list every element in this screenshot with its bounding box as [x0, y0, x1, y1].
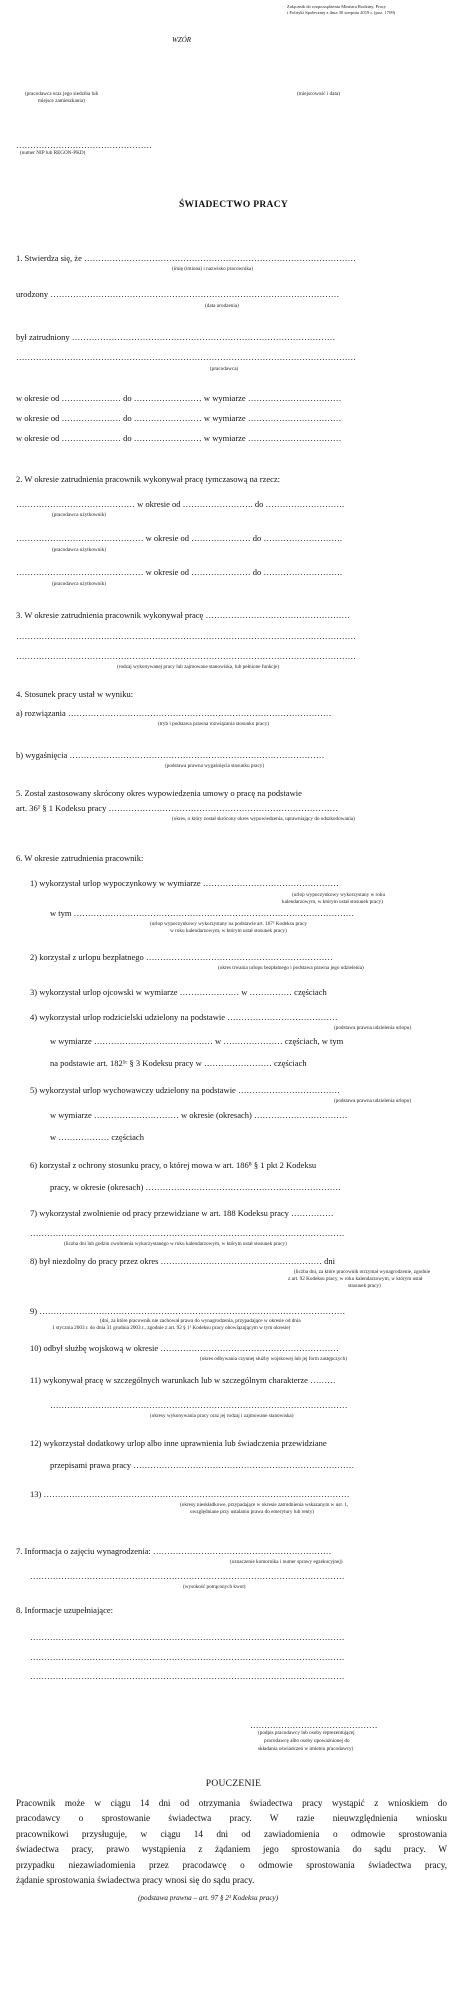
sec7-hint: (wysokość potrąconych kwot) — [183, 1584, 246, 1590]
sec7-line1: 7. Informacja o zajęciu wynagrodzenia: ……………………………………………………… — [16, 1546, 332, 1556]
sec6-heading: 6. W okresie zatrudnienia pracownik: — [16, 853, 144, 863]
signature-hint: składania oświadczeń w imieniu pracodawcy) — [258, 1746, 354, 1752]
pouczenie-basis: (podstawa prawna – art. 97 § 2¹ Kodeksu pracy) — [138, 1894, 279, 1902]
sec6-item-4-line2: w wymiarze …………………………………… w ………………… częściach, w tym — [50, 1036, 344, 1046]
sec4-option-a: a) rozwiązania ………………………………………………………………………………… — [16, 708, 332, 718]
sec6-item-1-wtym: w tym ……………………………………………………………………………………… — [50, 908, 355, 918]
sec3-heading: 3. W okresie zatrudnienia pracownik wykonywał pracę …………………………………………… — [16, 610, 350, 620]
sec4-a-hint: (tryb i podstawa prawna rozwiązania stosunku pracy) — [158, 721, 269, 727]
sec6-item-9: 9) ……………………………………………………………………………………………… — [30, 1306, 346, 1316]
sec6-item-5-line2: w wymiarze ………………………… w okresie (okresach) …………………………… — [50, 1110, 348, 1120]
sec6-item-12-line2: przepisami prawa pracy …………………………………………………………………… — [50, 1460, 355, 1470]
sec2-hint: (pracodawca użytkownik) — [52, 547, 107, 553]
sec6-item-11-line2: …………………………………………………………………………………………… — [50, 1400, 348, 1410]
sec6-item-13-hint: (okresy nieskładkowe, przypadające w okresie zatrudnienia wskazanym w ust. 1, — [180, 1502, 349, 1508]
sec6-item-9-hint: 1 stycznia 2003 r. do dnia 31 grudnia 2003 r., zgodnie z art. 92 § 1¹ Kodeksu pracy obowiązującym w tym okresie) — [52, 1325, 291, 1331]
sec3-hint: (rodzaj wykonywanej pracy lub zajmowane stanowiska, lub pełnione funkcje) — [117, 664, 280, 670]
attachment-note-line2: i Polityki Społecznej z dnia 30 sierpnia 2019 r. (poz. 1709) — [287, 10, 396, 15]
sec6-item-8-hint: (liczba dni, za które pracownik otrzymał wynagrodzenie, zgodnie — [294, 1269, 431, 1275]
pouczenie-title: POUCZENIE — [205, 1779, 262, 1789]
sec6-item-4-line3: na podstawie art. 182¹ᶜ § 3 Kodeksu pracy w …………………… częściach — [50, 1058, 307, 1068]
signature-hint: (podpis pracodawcy lub osoby reprezentującej — [258, 1730, 355, 1736]
sec8-heading: 8. Informacje uzupełniające: — [16, 1605, 113, 1615]
sec6-item-9-hint: (dni, za które pracownik nie zachował prawa do wynagrodzenia, przypadające w okresie od dnia — [100, 1318, 301, 1324]
sec6-item-13: 13) ……………………………………………………………………………………………… — [30, 1489, 350, 1499]
sec6-item-1-hint: (urlop wypoczynkowy wykorzystany w roku — [292, 892, 386, 898]
sec5-line2: art. 36¹ § 1 Kodeksu pracy ……………………………………………………………………… — [16, 803, 338, 813]
sec1-period-row: w okresie od ………………… do …………………… w wymiarze …………………………… — [16, 393, 342, 403]
sec1-period-row: w okresie od ………………… do …………………… w wymiarze …………………………… — [16, 413, 342, 423]
pouczenie-line: Pracownik może w ciągu 14 dni od otrzymania świadectwa pracy wystąpić z wnioskiem do — [16, 1798, 447, 1808]
sec1-period-row: w okresie od ………………… do …………………… w wymiarze …………………………… — [16, 433, 342, 443]
sec1-statement: 1. Stwierdza się, że …………………………………………………………………………………… — [16, 253, 356, 263]
sec4-b-hint: (podstawa prawna wygaśnięcia stosunku pracy) — [165, 763, 265, 769]
pouczenie-line: pracodawcy o sprostowanie świadectwa pracy. W razie nieuwzględnienia wniosku — [16, 1813, 447, 1824]
nip-dots: ………………………………………… — [16, 140, 152, 150]
sec2-row: …………………………………… w okresie od ……………………. do ………………………. — [16, 499, 345, 509]
sec1-born: urodzony ………………………………………………………………………………………… — [16, 289, 340, 299]
sec6-item-7-line2: ………………………………………………………………………………………………… — [30, 1228, 345, 1238]
sec6-item-4: 4) wykorzystał urlop rodzicielski udzielony na podstawie ………………………………… — [30, 1012, 338, 1022]
sec1-employed: był zatrudniony ………………………………………………………………………………… — [16, 332, 336, 342]
sec2-row: ……………………………………… w okresie od ………………… do ………………………. — [16, 567, 343, 577]
sec5-line1: 5. Został zastosowany skrócony okres wypowiedzenia umowy o pracę na podstawie — [16, 788, 302, 798]
pouczenie-text — [16, 1796, 447, 1888]
sec7-hint: (oznaczenie komornika i numer sprawy egzekucyjnej) — [230, 1559, 343, 1565]
pouczenie-line: świadectwa pracy, prawo wystąpienia z żądaniem jego sprostowania do sądu pracy. W — [16, 1844, 447, 1855]
sec6-item-2-hint: (okres trwania urlopu bezpłatnego i podstawa prawna jego udzielenia) — [218, 965, 364, 971]
sec1-employer-hint: (pracodawca) — [210, 366, 239, 372]
employer-label: (pracodawca oraz jego siedziba lub — [25, 91, 99, 97]
sec4-heading: 4. Stosunek pracy ustał w wyniku: — [16, 689, 134, 699]
signature-hint: pracodawcę albo osoby upoważnionej do — [264, 1738, 350, 1744]
sec6-item-11-hint: (okresy wykonywania pracy oraz jej rodzaj i zajmowane stanowiska) — [150, 1413, 294, 1419]
sec2-hint: (pracodawca użytkownik) — [52, 512, 107, 518]
sec3-line: ………………………………………………………………………………………………………… — [16, 631, 356, 641]
sec6-item-10: 10) odbył służbę wojskową w okresie ……………………………………………………… — [30, 1343, 339, 1353]
sec1-born-hint: (data urodzenia) — [205, 303, 239, 309]
sec6-item-11: 11) wykonywał pracę w szczególnych warunkach lub w szczególnym charakterze ……… — [30, 1375, 336, 1385]
sec6-item-1-hint2: w roku kalendarzowym, w którym ustał stosunek pracy) — [170, 928, 287, 934]
sec6-item-3: 3) wykorzystał urlop ojcowski w wymiarze ………………… w …………… częściach — [30, 987, 327, 997]
sec5-hint: (okres, o który został skrócony okres wypowiedzenia, uprawniający do odszkodowania) — [172, 816, 355, 822]
sec6-item-7: 7) wykorzystał zwolnienie od pracy przewidziane w art. 188 Kodeksu pracy …………… — [30, 1208, 334, 1218]
sec6-item-5-hint: (podstawa prawna udzielenia urlopu) — [334, 1098, 412, 1104]
sec6-item-6: 6) korzystał z ochrony stosunku pracy, o której mowa w art. 186⁸ § 1 pkt 2 Kodeksu — [30, 1160, 317, 1170]
sec6-item-7-hint: (liczba dni lub godzin zwolnienia wykorzystanego w roku kalendarzowym, w którym ustał stosunek pracy) — [64, 1241, 287, 1247]
wzor-label: WZÓR — [172, 36, 192, 44]
pouczenie-line: pracownikowi przysługuje, w ciągu 14 dni od zawiadomienia o odmowie sprostowania — [16, 1828, 447, 1839]
sec8-line: ………………………………………………………………………………………………… — [30, 1632, 345, 1642]
sec8-line: ………………………………………………………………………………………………… — [30, 1652, 345, 1662]
sec6-item-4-hint: (podstawa prawna udzielenia urlopu) — [334, 1025, 412, 1031]
sec2-row: ……………………………………… w okresie od ………………… do ………………………. — [16, 533, 343, 543]
document-title: ŚWIADECTWO PRACY — [178, 200, 289, 210]
sec6-item-13-hint: uwzględniane przy ustalaniu prawa do emerytury lub renty) — [190, 1509, 315, 1515]
sec6-item-5: 5) wykorzystał urlop wychowawczy udzielony na podstawie ……………………………… — [30, 1085, 340, 1095]
sec6-item-2: 2) korzystał z urlopu bezpłatnego ………………………………………………………… — [30, 952, 333, 962]
attachment-note-line1: Załącznik do rozporządzenia Ministra Rodziny, Pracy — [287, 4, 386, 9]
sec7-line2: ………………………………………………………………………………………………… — [30, 1571, 345, 1581]
sec6-item-12: 12) wykorzystał dodatkowy urlop albo inne uprawnienia lub świadczenia przewidziane — [30, 1438, 327, 1448]
sec4-option-b: b) wygaśnięcia ……………………………………………………………………………… — [16, 750, 325, 760]
sec2-heading: 2. W okresie zatrudnienia pracownik wykonywał pracę tymczasową na rzecz: — [16, 474, 281, 484]
sec6-item-1-hint: kalendarzowym, w którym ustał stosunek pracy) — [282, 899, 383, 905]
employer-label-2: miejsce zamieszkania) — [38, 98, 85, 104]
nip-label: (numer NIP lub REGON-PKD) — [20, 150, 86, 156]
sec1-name-hint: (imię (imiona) i nazwisko pracownika) — [172, 266, 253, 272]
sec6-item-1-hint2: (urlop wypoczynkowy wykorzystany na podstawie art. 167² Kodeksu pracy — [150, 921, 307, 927]
sec6-item-10-hint: (okres odbywania czynnej służby wojskowej lub jej form zastępczych) — [200, 1356, 347, 1362]
sec6-item-8: 8) był niezdolny do pracy przez okres ………………………………………………… dni — [30, 1256, 336, 1266]
sec6-item-8-hint: z art. 92 Kodeksu pracy, w roku kalendarzowym, w którym ustał — [288, 1276, 423, 1282]
sec6-item-6-line2: pracy, w okresie (okresach) …………………………………………………………… — [50, 1182, 342, 1192]
place-date-label: (miejscowość i data) — [297, 91, 340, 97]
signature-dots: ……………………………………… — [250, 1720, 378, 1730]
sec1-employed-line2: ………………………………………………………………………………………………………… — [16, 352, 356, 362]
sec8-line: ………………………………………………………………………………………………… — [30, 1671, 345, 1681]
sec6-item-5-line3: w ……………… częściach — [50, 1132, 144, 1142]
pouczenie-line: przypadku niezawiadomienia przez pracodawcę o odmowie sprostowania świadectwa pracy, — [16, 1859, 447, 1870]
sec6-item-1: 1) wykorzystał urlop wypoczynkowy w wymiarze ………………………………………… — [30, 878, 339, 888]
sec3-line: ………………………………………………………………………………………………………… — [16, 651, 356, 661]
pouczenie-line: żądanie sprostowania świadectwa pracy wnosi się do sądu pracy. — [16, 1875, 255, 1886]
sec6-item-8-hint: stosunek pracy) — [348, 1283, 381, 1289]
sec2-hint: (pracodawca użytkownik) — [52, 581, 107, 587]
